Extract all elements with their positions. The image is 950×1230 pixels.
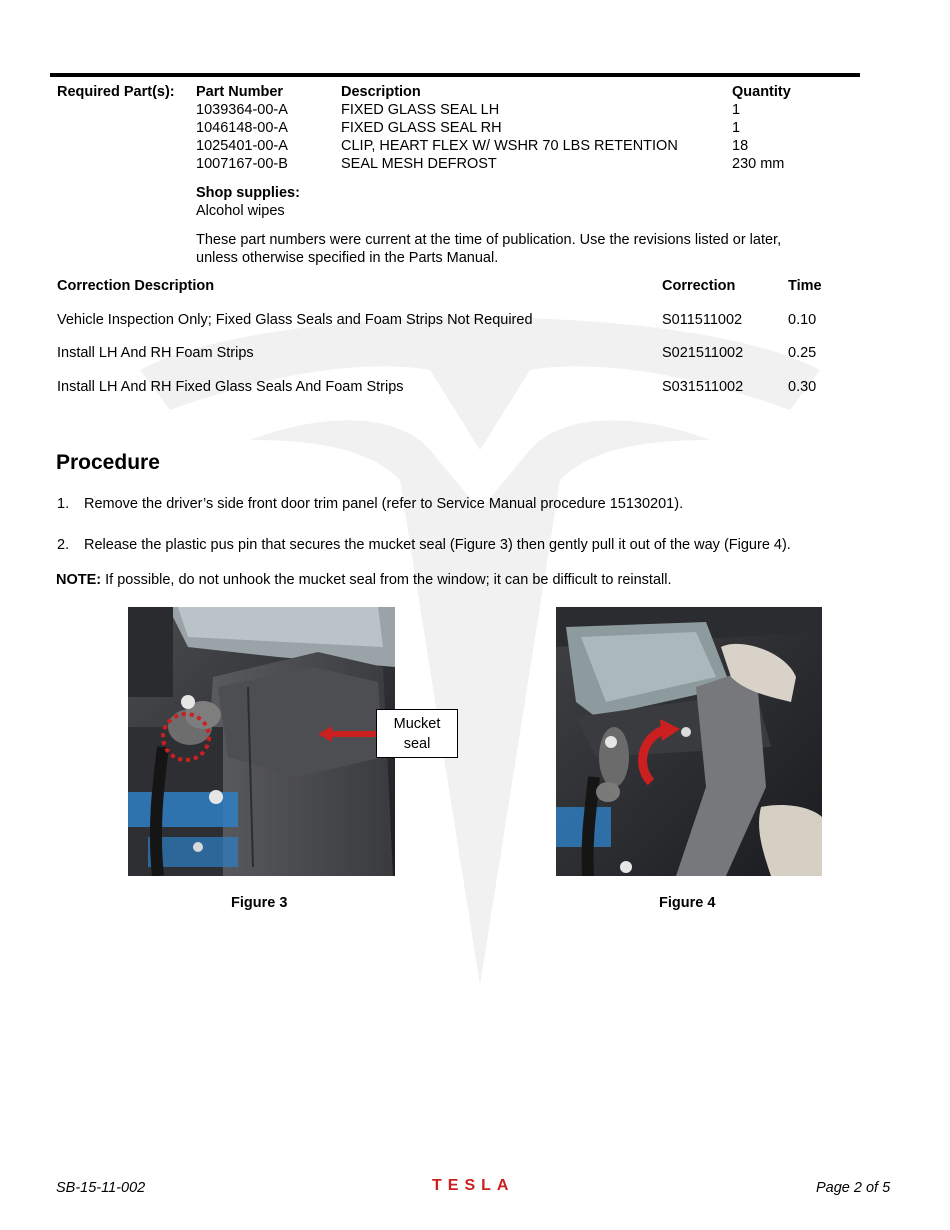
part-quantity: 230 mm: [732, 156, 785, 172]
step-text: Release the plastic pus pin that secures the mucket seal (Figure 3) then gently pull it out of the way (Figure 4).: [84, 537, 791, 553]
correction-header: Correction: [662, 278, 736, 294]
correction-time: 0.10: [788, 312, 817, 328]
correction-time: 0.25: [788, 345, 817, 361]
part-number: 1025401-00-A: [196, 138, 288, 154]
note-text: If possible, do not unhook the mucket seal from the window; it can be difficult to reinstall.: [101, 572, 672, 588]
time-header: Time: [788, 278, 822, 294]
callout-arrow-icon: [318, 724, 380, 744]
figure-4-photo: [556, 607, 822, 876]
part-quantity: 18: [732, 138, 749, 154]
correction-description: Install LH And RH Fixed Glass Seals And Foam Strips: [57, 379, 404, 395]
correction-code: S031511002: [662, 379, 744, 395]
correction-time: 0.30: [788, 379, 817, 395]
correction-code: S011511002: [662, 312, 743, 328]
mucket-seal-callout: [376, 709, 458, 758]
procedure-note: [56, 572, 671, 588]
correction-description: Vehicle Inspection Only; Fixed Glass Seals and Foam Strips Not Required: [57, 312, 533, 328]
part-number: 1039364-00-A: [196, 102, 288, 118]
footer-doc-id: SB-15-11-002: [56, 1180, 146, 1196]
parts-note-line2: unless otherwise specified in the Parts Manual.: [196, 250, 499, 266]
procedure-title: Procedure: [56, 451, 160, 474]
correction-description-header: Correction Description: [57, 278, 215, 294]
callout-line1: Mucket: [393, 716, 441, 732]
note-label: NOTE:: [56, 572, 102, 588]
part-description: FIXED GLASS SEAL LH: [341, 102, 500, 118]
part-number: 1046148-00-A: [196, 120, 288, 136]
required-parts-label: Required Part(s):: [57, 84, 175, 100]
footer-page-number: Page 2 of 5: [816, 1180, 891, 1196]
step-text: Remove the driver’s side front door trim panel (refer to Service Manual procedure 15130201).: [84, 496, 684, 512]
correction-description: Install LH And RH Foam Strips: [57, 345, 254, 361]
part-description: SEAL MESH DEFROST: [341, 156, 497, 172]
figure-3-caption: Figure 3: [231, 895, 288, 911]
part-description: FIXED GLASS SEAL RH: [341, 120, 502, 136]
correction-code: S021511002: [662, 345, 744, 361]
tesla-logo: TESLA: [432, 1177, 515, 1194]
step-number: 2.: [57, 537, 70, 553]
top-rule: [50, 73, 860, 77]
quantity-header: Quantity: [732, 84, 791, 100]
shop-supplies-value: Alcohol wipes: [196, 203, 285, 219]
part-quantity: 1: [732, 102, 741, 118]
part-number-header: Part Number: [196, 84, 284, 100]
callout-line2: seal: [403, 736, 431, 752]
part-quantity: 1: [732, 120, 741, 136]
step-number: 1.: [57, 496, 70, 512]
description-header: Description: [341, 84, 421, 100]
part-number: 1007167-00-B: [196, 156, 288, 172]
shop-supplies-label: Shop supplies:: [196, 185, 300, 201]
figure-4-caption: Figure 4: [659, 895, 716, 911]
parts-note-line1: These part numbers were current at the time of publication. Use the revisions listed or later,: [196, 232, 782, 248]
part-description: CLIP, HEART FLEX W/ WSHR 70 LBS RETENTION: [341, 138, 678, 154]
